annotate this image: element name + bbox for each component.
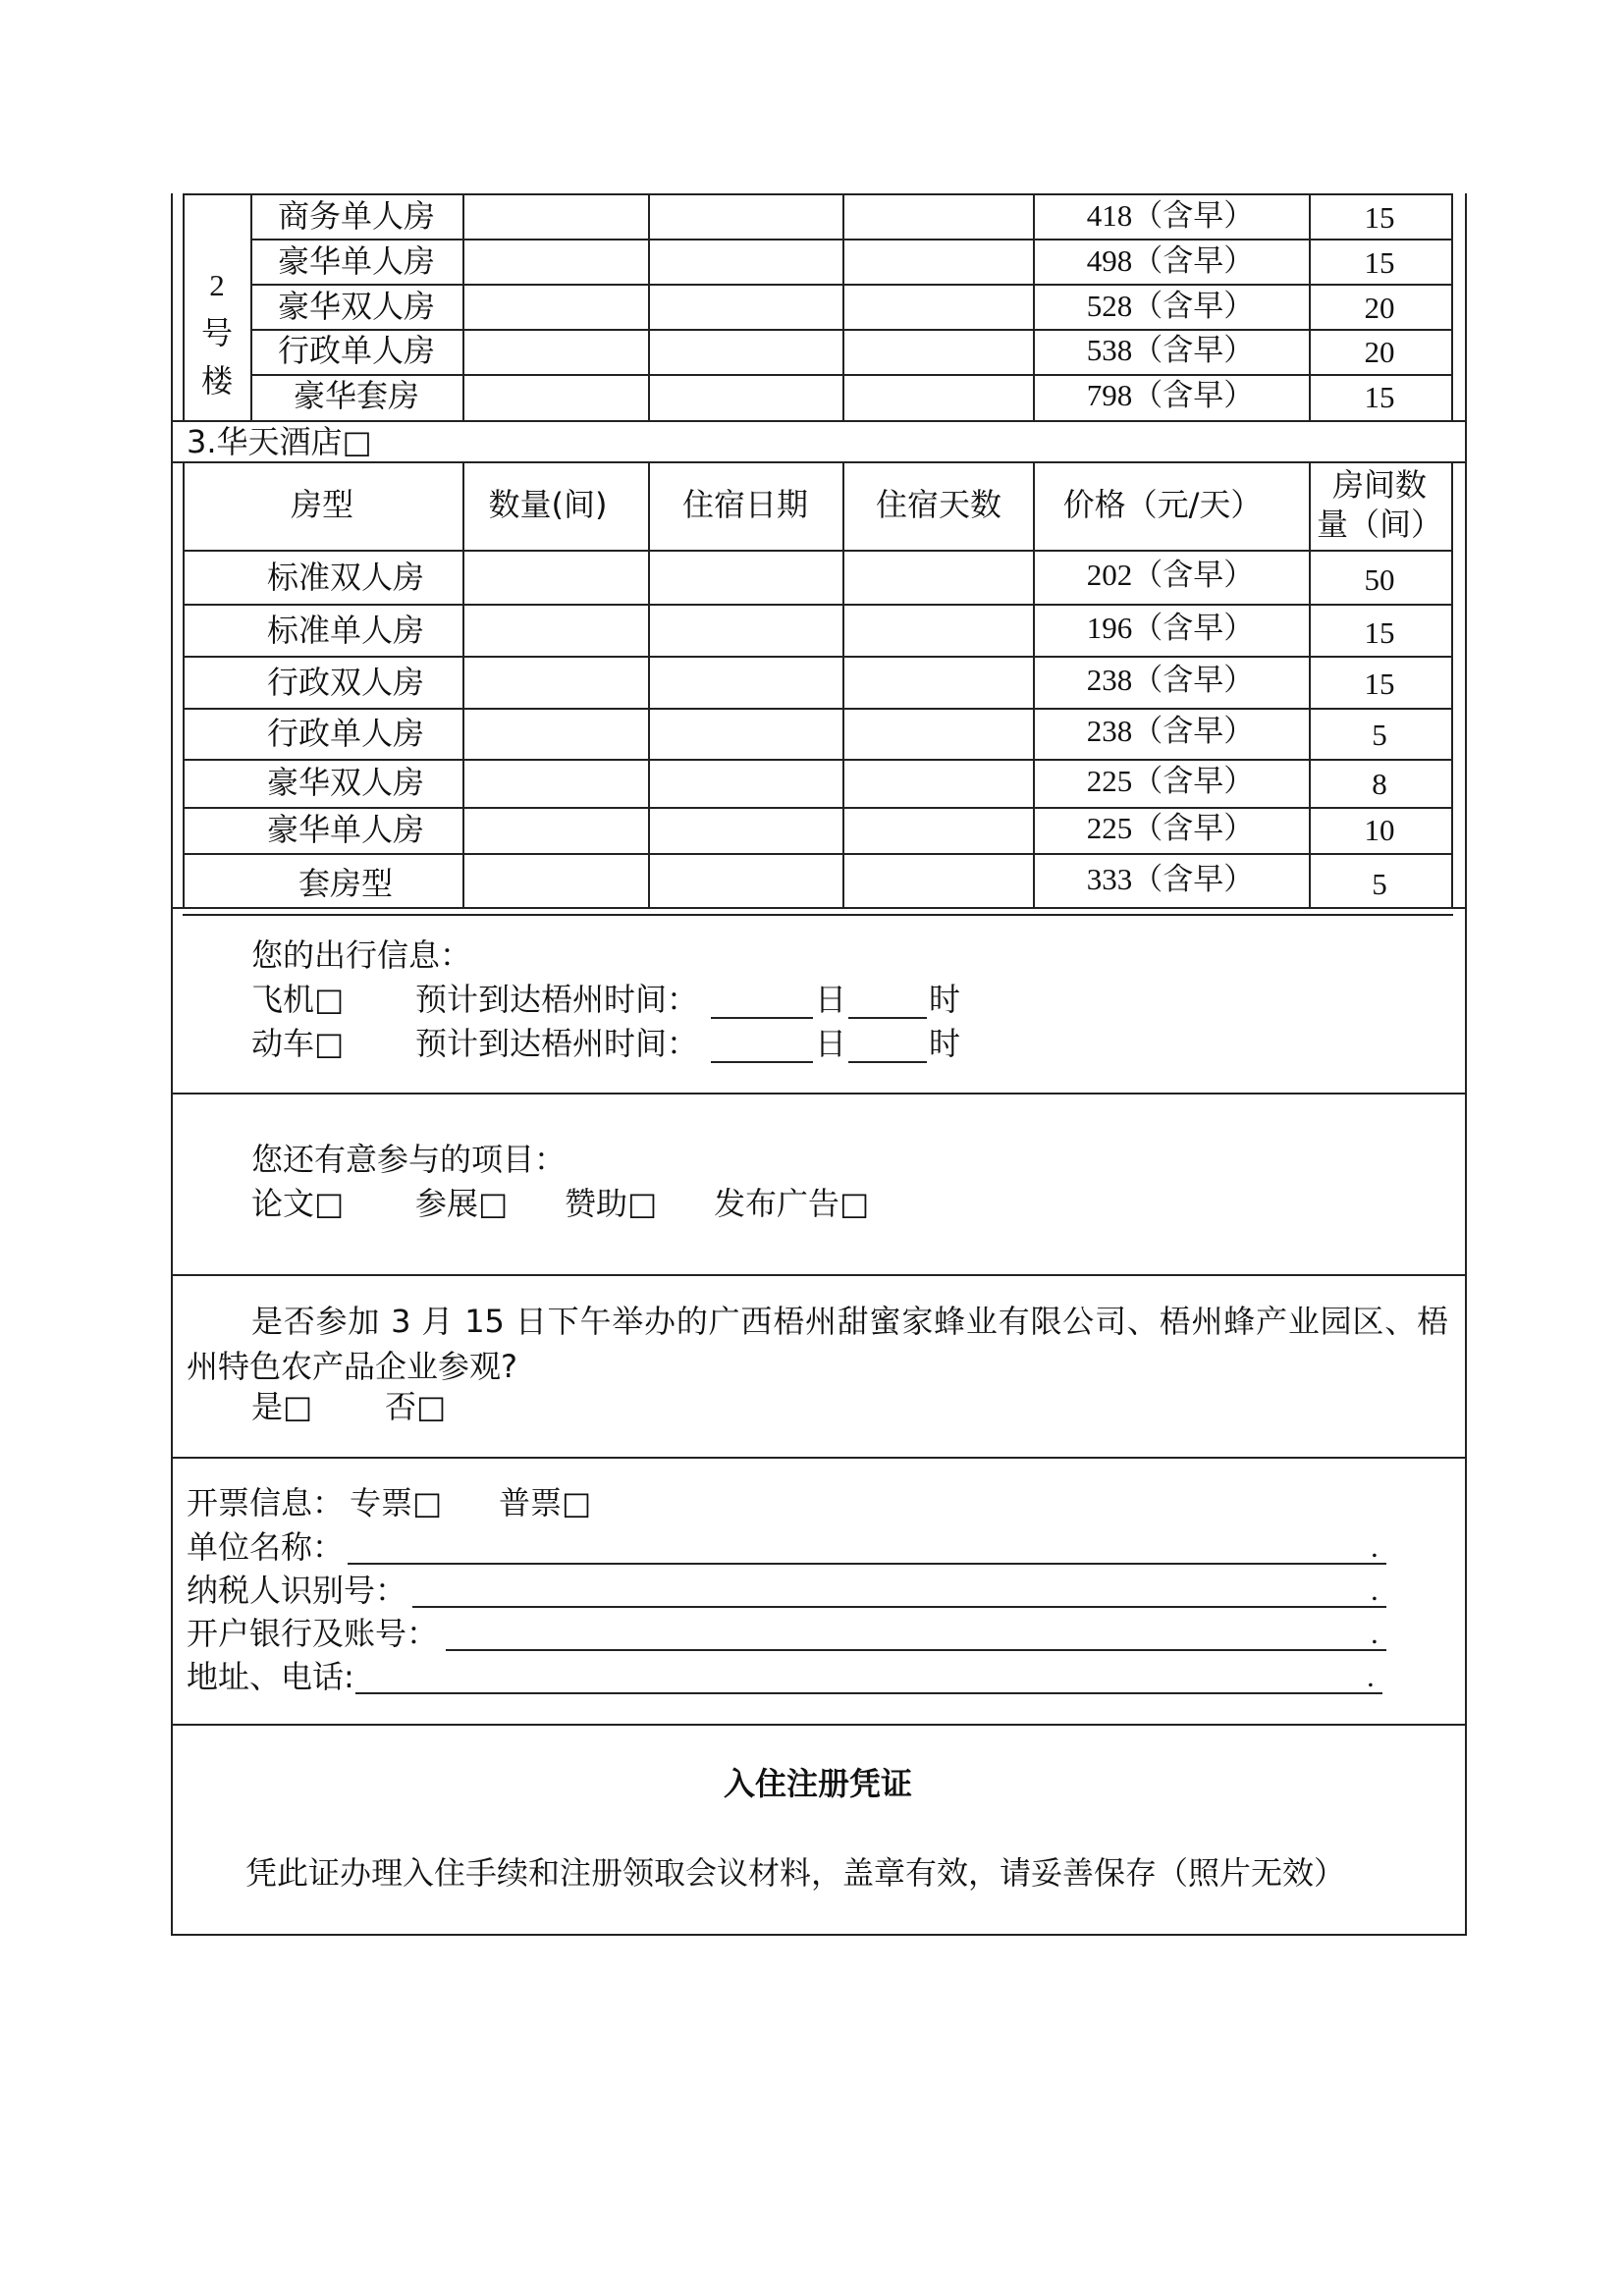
room-count: 8 (1372, 767, 1387, 801)
room-type: 商务单人房 (277, 197, 436, 235)
room-count: 20 (1364, 335, 1395, 369)
field-end-mark: . (1367, 1659, 1375, 1693)
room-price: 238（含早） (1086, 714, 1255, 748)
room-count: 15 (1364, 200, 1395, 235)
voucher-title: 入住注册凭证 (723, 1765, 913, 1802)
header-stay-date: 住宿日期 (681, 486, 809, 523)
arrival-hour-field[interactable] (848, 1061, 927, 1063)
header-room-count-line1: 房间数 (1331, 466, 1428, 504)
arrival-hour-field[interactable] (848, 1017, 927, 1019)
header-price: 价格（元/天） (1062, 486, 1263, 523)
room-type: 标准单人房 (266, 612, 425, 649)
plane-checkbox[interactable]: 飞机□ (251, 981, 345, 1018)
room-count: 20 (1364, 291, 1395, 325)
header-quantity: 数量(间) (488, 486, 608, 523)
room-count: 15 (1364, 667, 1395, 701)
room-type: 豪华双人房 (266, 764, 425, 801)
day-label: 日 (815, 981, 847, 1018)
company-label: 单位名称： (187, 1528, 345, 1566)
building-label-char: 号 (200, 314, 234, 351)
hotel-3-title: 3.华天酒店□ (187, 423, 372, 460)
room-price: 238（含早） (1086, 663, 1255, 697)
field-end-mark: . (1371, 1573, 1379, 1607)
room-count: 50 (1364, 562, 1395, 597)
visit-question: 是否参加 3 月 15 日下午举办的广西梧州甜蜜家蜂业有限公司、梧州蜂产业园区、梧州特色农产品企业参观? (187, 1303, 1448, 1385)
visit-no-checkbox[interactable]: 否□ (385, 1388, 447, 1425)
arrival-day-field[interactable] (711, 1061, 813, 1063)
room-count: 15 (1364, 615, 1395, 650)
room-type: 豪华单人房 (277, 242, 436, 280)
hour-label: 时 (929, 981, 961, 1018)
advertise-checkbox[interactable]: 发布广告□ (714, 1185, 870, 1222)
room-type: 套房型 (298, 865, 394, 902)
room-count: 15 (1364, 245, 1395, 280)
exhibit-checkbox[interactable]: 参展□ (415, 1185, 509, 1222)
room-type: 行政单人房 (266, 715, 425, 752)
hour-label: 时 (929, 1025, 961, 1062)
room-type: 豪华套房 (293, 377, 420, 414)
projects-title: 您还有意参与的项目： (251, 1141, 567, 1178)
header-room-type: 房型 (290, 486, 354, 523)
building-label-char: 2 (209, 268, 225, 302)
arrival-day-field[interactable] (711, 1017, 813, 1019)
room-price: 202（含早） (1086, 558, 1255, 592)
header-room-count-line2: 量（间） (1316, 506, 1443, 543)
room-price: 225（含早） (1086, 811, 1255, 845)
room-price: 528（含早） (1086, 289, 1255, 323)
bank-label: 开户银行及账号： (187, 1615, 439, 1652)
paper-checkbox[interactable]: 论文□ (251, 1185, 345, 1222)
bank-field[interactable] (446, 1649, 1386, 1651)
room-type: 行政单人房 (277, 332, 436, 369)
voucher-note: 凭此证办理入住手续和注册领取会议材料，盖章有效，请妥善保存（照片无效） (245, 1854, 1346, 1892)
taxid-field[interactable] (412, 1606, 1386, 1608)
building-label-char: 楼 (200, 362, 234, 400)
room-price: 225（含早） (1086, 764, 1255, 798)
room-price: 196（含早） (1086, 611, 1255, 645)
room-price: 798（含早） (1086, 378, 1255, 412)
room-count: 10 (1364, 813, 1395, 847)
room-count: 15 (1364, 380, 1395, 414)
header-stay-days: 住宿天数 (875, 486, 1002, 523)
room-type: 行政双人房 (266, 664, 425, 701)
room-price: 538（含早） (1086, 333, 1255, 367)
visit-yes-checkbox[interactable]: 是□ (251, 1388, 313, 1425)
train-checkbox[interactable]: 动车□ (251, 1025, 345, 1062)
room-type: 豪华单人房 (266, 811, 425, 848)
room-type: 标准双人房 (266, 559, 425, 596)
special-invoice-checkbox[interactable]: 专票□ (350, 1484, 443, 1522)
address-label: 地址、电话: (187, 1658, 354, 1695)
invoice-title: 开票信息： (187, 1484, 345, 1522)
normal-invoice-checkbox[interactable]: 普票□ (499, 1484, 592, 1522)
room-price: 418（含早） (1086, 198, 1255, 233)
travel-title: 您的出行信息： (251, 936, 472, 974)
taxid-label: 纳税人识别号： (187, 1572, 407, 1609)
arrival-label: 预计到达梧州时间： (415, 1025, 699, 1062)
field-end-mark: . (1371, 1529, 1379, 1564)
sponsor-checkbox[interactable]: 赞助□ (565, 1185, 658, 1222)
room-count: 5 (1372, 867, 1387, 901)
room-price: 333（含早） (1086, 862, 1255, 896)
room-type: 豪华双人房 (277, 288, 436, 325)
room-count: 5 (1372, 718, 1387, 752)
arrival-label: 预计到达梧州时间： (415, 981, 699, 1018)
address-field[interactable] (355, 1692, 1382, 1694)
field-end-mark: . (1371, 1616, 1379, 1650)
room-price: 498（含早） (1086, 243, 1255, 278)
company-field[interactable] (348, 1563, 1386, 1565)
day-label: 日 (815, 1025, 847, 1062)
